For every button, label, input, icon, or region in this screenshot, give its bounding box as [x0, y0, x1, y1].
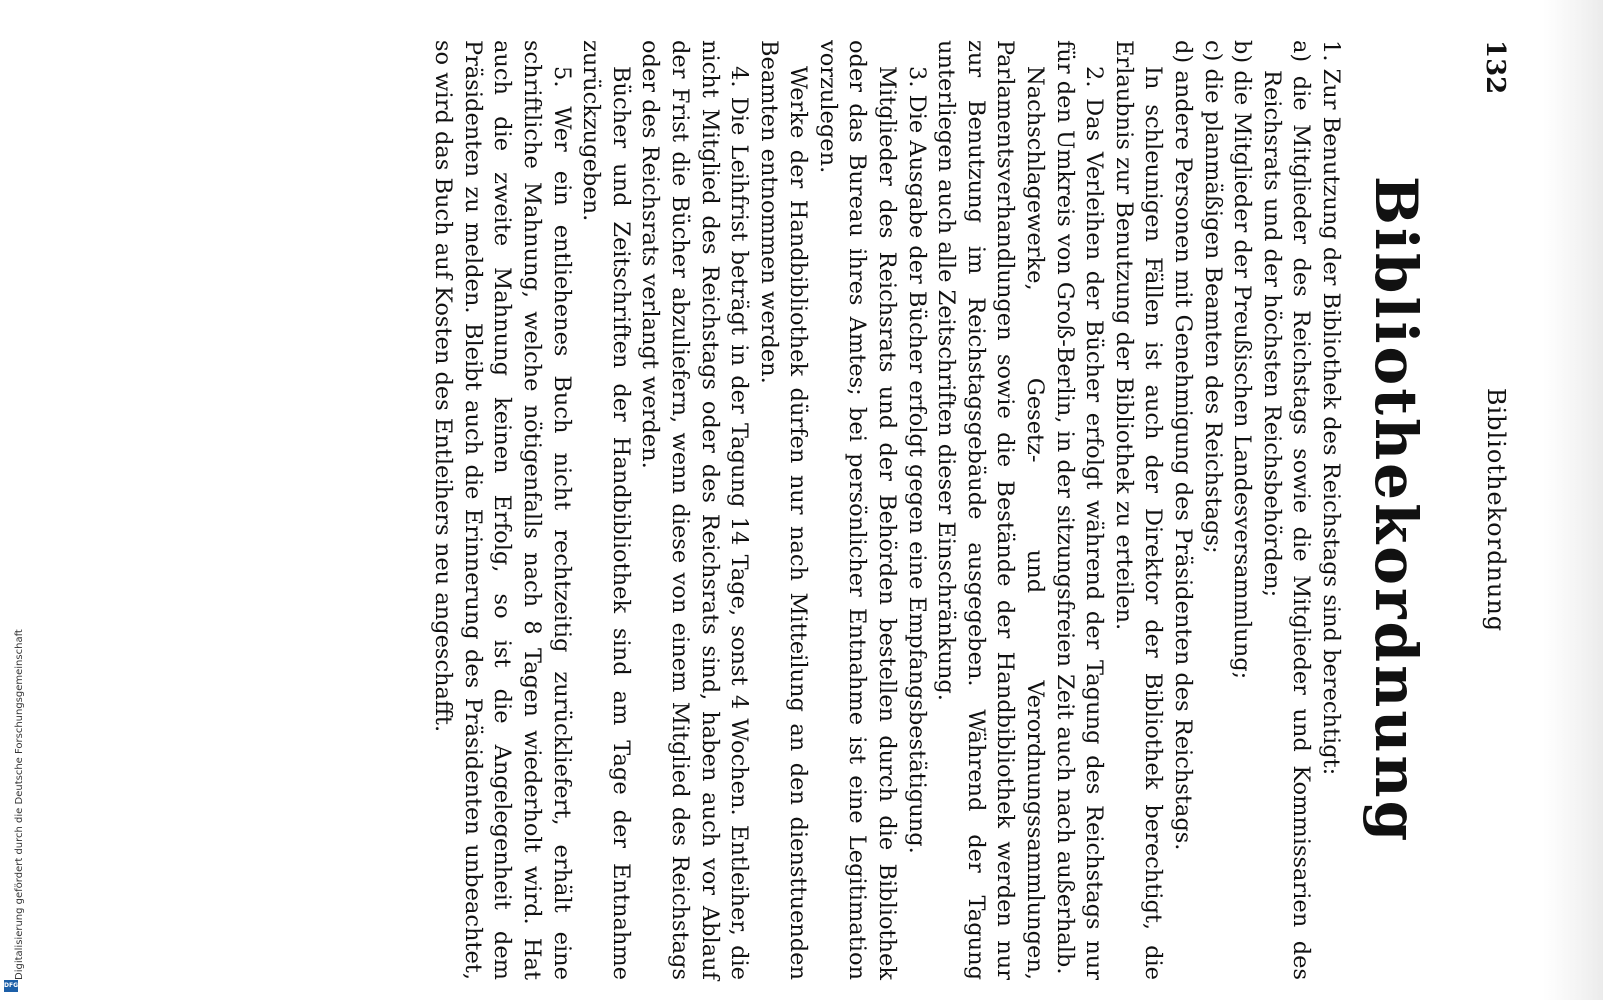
paragraph-2: 2. Das Verleihen der Bücher erfolgt während der Tagung des Reichstags nur für den Umkreis von Groß-Berlin, in der sitzungsfreien Zeit auch nach außerhalb.	[1051, 40, 1108, 980]
running-head	[1480, 40, 1510, 980]
page-title: Bibliothekordnung	[1362, 175, 1430, 845]
paragraph-members: Mitglieder des Reichsrats und der Behörden bestellen durch die Bibliothek oder das Bureau ihres Amtes; bei persönlicher Entnahme ist eine Legitimation vorzulegen.	[814, 40, 901, 980]
list-item-d: d) andere Personen mit Genehmigung des Präsidenten des Reichstags.	[1170, 40, 1197, 851]
list-item-c: c) die planmäßigen Beamten des Reichstags;	[1199, 40, 1226, 554]
rotated-page	[110, 40, 1530, 980]
paragraph-handbibliothek: Werke der Handbibliothek dürfen nur nach Mitteilung an den diensttuenden Beamten entnommen werden.	[755, 40, 812, 980]
paragraph-periodicals: Bücher und Zeitschriften der Handbibliothek sind am Tage der Entnahme zurückzugeben.	[578, 40, 634, 980]
paragraph-4: 4. Die Leihfrist beträgt in der Tagung 14 Tage, sonst 4 Wochen. Entleiher, die nicht Mitglied des Reichstags oder des Reichsrats sind, haben auch vor Ablauf der Frist die Bücher abzuliefern, wenn diese von einem Mitglied des Reichstags oder des Reichsrats verlangt werden.	[637, 40, 753, 980]
body-text	[428, 40, 1345, 980]
paragraph-3: 3. Die Ausgabe der Bücher erfolgt gegen eine Empfangsbestätigung.	[903, 66, 930, 854]
digitization-note-text: Digitalisierung gefördert durch die Deutsche Forschungsgemeinschaft	[14, 629, 25, 980]
digitization-note	[14, 600, 34, 980]
scan-edge-shadow	[1543, 0, 1603, 1000]
paragraph-5: 5. Wer ein entliehenes Buch nicht rechtzeitig zurückliefert, erhält eine schriftliche Mahnung, welche nötigenfalls nach 8 Tagen wiederholt wird. Hat auch die zweite Mahnung keinen Erfolg, so ist die Angelegenheit dem Präsidenten zu melden. Bleibt auch die Erinnerung des Präsidenten unbeachtet, so wird das Buch auf Kosten des Entleihers neu angeschafft.	[430, 40, 575, 980]
paragraph-urgent-cases: In schleunigen Fällen ist auch der Direktor der Bibliothek berechtigt, die Erlaubnis zur Benutzung der Bibliothek zu erteilen.	[1110, 40, 1167, 980]
dfg-logo: DFG	[4, 980, 18, 992]
paragraph-reference-works: Nachschlagewerke, Gesetz- und Verordnungssammlungen, Parlamentsverhandlungen sowie die Bestände der Handbibliothek werden nur zur Benutzung im Reichstagsgebäude ausgegeben. Während der Tagung unterliegen auch alle Zeitschriften dieser Einschränkung.	[933, 40, 1049, 980]
list-item-b: b) die Mitglieder der Preußischen Landesversammlung;	[1229, 40, 1256, 680]
list-item-a: a) die Mitglieder des Reichstags sowie die Mitglieder und Kommissarien des Reichsrats und der höchsten Reichsbehörden;	[1258, 40, 1315, 980]
page-number: 132	[1480, 40, 1510, 95]
running-title: Bibliothekordnung	[1482, 387, 1510, 633]
paragraph-1: 1. Zur Benutzung der Bibliothek des Reichstags sind berechtigt:	[1318, 40, 1344, 776]
